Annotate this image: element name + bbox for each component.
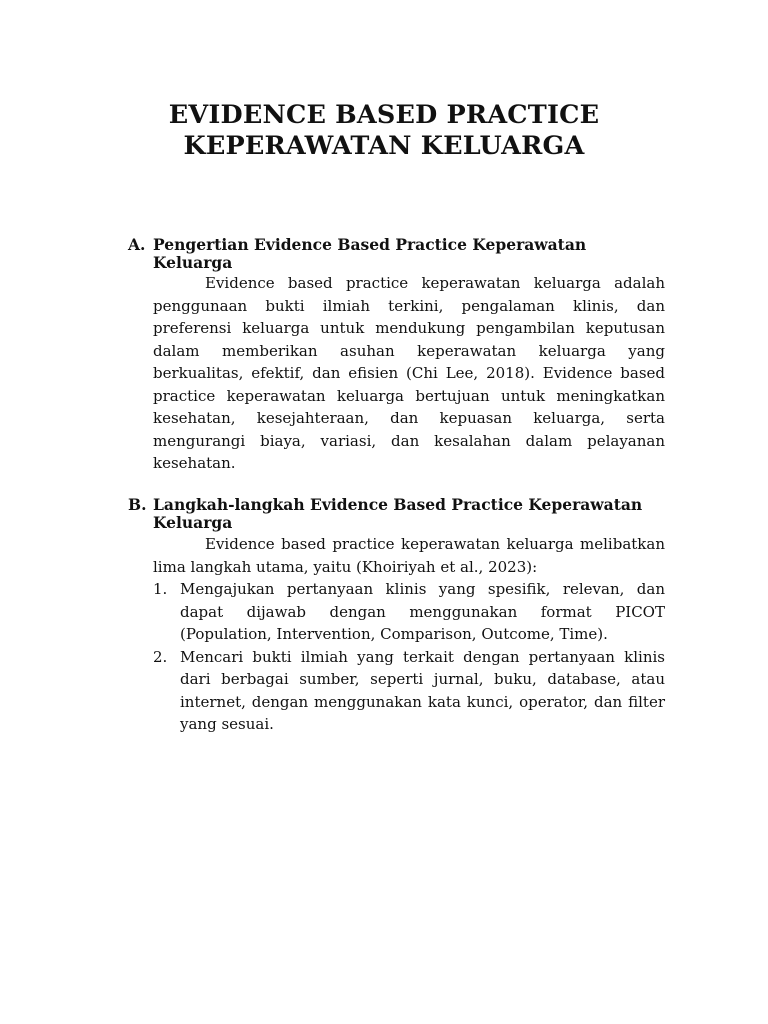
list-item-number: 1.: [153, 580, 168, 598]
section-b-paragraph: Evidence based practice keperawatan keluarga melibatkan lima langkah utama, yaitu (Khoiriyah et al., 2023):: [153, 535, 665, 576]
document-title: [0, 100, 768, 162]
list-item: [153, 646, 665, 736]
steps-list: [153, 578, 665, 736]
section-b-title: Langkah-langkah Evidence Based Practice Keperawatan Keluarga: [153, 495, 643, 532]
section-a-letter: A.: [128, 235, 146, 254]
title-line-1: EVIDENCE BASED PRACTICE: [168, 100, 600, 130]
list-item-text: Mengajukan pertanyaan klinis yang spesifik, relevan, dan dapat dijawab dengan menggunakan format PICOT (Population, Intervention, Comparison, Outcome, Time).: [180, 580, 665, 643]
list-item-number: 2.: [153, 647, 168, 666]
section-a-heading: [128, 236, 668, 272]
section-a-title: Pengertian Evidence Based Practice Keperawatan Keluarga: [153, 235, 587, 272]
section-b-heading: [128, 496, 668, 532]
title-line-2: KEPERAWATAN KELUARGA: [183, 131, 585, 161]
section-a-paragraph: Evidence based practice keperawatan keluarga adalah penggunaan bukti ilmiah terkini, pengalaman klinis, dan preferensi keluarga untuk mendukung pengambilan keputusan dalam memberikan asuhan keperawatan keluarga yang berkualitas, efektif, dan efisien (Chi Lee, 2018). Evidence based practice keperawatan keluarga bertujuan untuk meningkatkan kesehatan, kesejahteraan, dan kepuasan keluarga, serta mengurangi biaya, variasi, dan kesalahan dalam pelayanan kesehatan.: [153, 274, 665, 472]
section-b-letter: B.: [128, 495, 147, 514]
list-item-text: Mencari bukti ilmiah yang terkait dengan pertanyaan klinis dari berbagai sumber, seperti jurnal, buku, database, atau internet, dengan menggunakan kata kunci, operator, dan filter yang sesuai.: [180, 647, 665, 733]
list-item: [153, 578, 665, 646]
